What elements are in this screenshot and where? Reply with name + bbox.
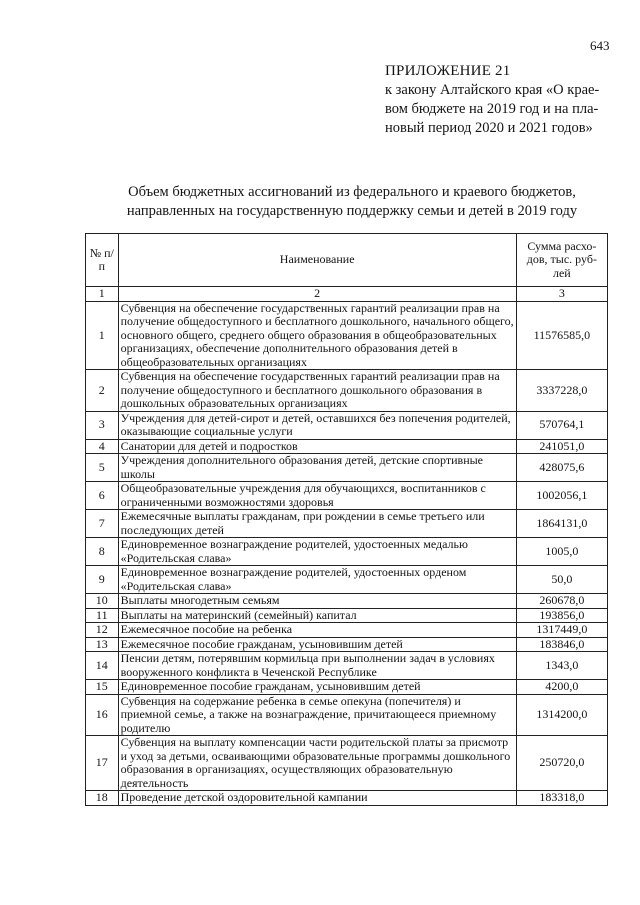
- header-num: № п/п: [86, 234, 119, 287]
- row-sum: 193856,0: [516, 608, 607, 623]
- row-sum: 1005,0: [516, 538, 607, 566]
- row-name: Общеобразовательные учреждения для обучающихся, воспитанников с ограниченными возможностями здоровья: [118, 482, 516, 510]
- row-number: 8: [86, 538, 119, 566]
- row-number: 13: [86, 637, 119, 652]
- page-number: 643: [590, 38, 610, 53]
- appendix-line: новый период 2020 и 2021 годов»: [385, 120, 593, 136]
- row-name: Субвенция на обеспечение государственных гарантий реализации прав на получение общедоступного и бесплатного дошкольного образования в дошкольных образовательных организациях: [118, 370, 516, 412]
- row-number: 14: [86, 652, 119, 680]
- row-number: 6: [86, 482, 119, 510]
- table-row: [86, 454, 608, 482]
- row-sum: 183318,0: [516, 791, 607, 806]
- row-name: Субвенция на содержание ребенка в семье опекуна (попечителя) и приемной семье, а также на вознаграждение, причитающееся приемному родителю: [118, 694, 516, 736]
- table-row: [86, 608, 608, 623]
- row-sum: 250720,0: [516, 736, 607, 791]
- table-row: [86, 439, 608, 454]
- header-sum: Сумма расхо-дов, тыс. руб-лей: [516, 234, 607, 287]
- row-name: Ежемесячное пособие на ребенка: [118, 623, 516, 638]
- row-sum: 570764,1: [516, 411, 607, 439]
- table-header-row: [86, 234, 608, 287]
- row-name: Учреждения дополнительного образования детей, детские спортивные школы: [118, 454, 516, 482]
- row-number: 10: [86, 594, 119, 609]
- row-sum: 241051,0: [516, 439, 607, 454]
- row-name: Проведение детской оздоровительной кампании: [118, 791, 516, 806]
- header-name: Наименование: [118, 234, 516, 287]
- appendix-block: [385, 62, 625, 138]
- appendix-line: вом бюджете на 2019 год и на пла-: [385, 101, 599, 117]
- row-sum: 183846,0: [516, 637, 607, 652]
- row-name: Субвенция на выплату компенсации части родительской платы за присмотр и уход за детьми, осваивающими образовательные программы дошкольного образования в организациях, осуществляющих образовательную деятельность: [118, 736, 516, 791]
- row-sum: 11576585,0: [516, 301, 607, 370]
- row-number: 2: [86, 370, 119, 412]
- row-number: 5: [86, 454, 119, 482]
- row-number: 17: [86, 736, 119, 791]
- row-name: Пенсии детям, потерявшим кормильца при выполнении задач в условиях вооруженного конфликта в Чеченской Республике: [118, 652, 516, 680]
- table-row: [86, 482, 608, 510]
- budget-table-body: [86, 234, 608, 806]
- row-sum: 50,0: [516, 566, 607, 594]
- table-row: [86, 623, 608, 638]
- row-number: 3: [86, 411, 119, 439]
- row-number: 4: [86, 439, 119, 454]
- table-row: [86, 637, 608, 652]
- row-sum: 4200,0: [516, 680, 607, 695]
- row-name: Единовременное пособие гражданам, усыновившим детей: [118, 680, 516, 695]
- appendix-heading: ПРИЛОЖЕНИЕ 21: [385, 63, 511, 79]
- row-sum: 428075,6: [516, 454, 607, 482]
- document-title: [92, 183, 612, 221]
- row-number: 16: [86, 694, 119, 736]
- row-name: Субвенция на обеспечение государственных гарантий реализации прав на получение общедоступного и бесплатного дошкольного, начального общего, основного общего, среднего общего образования в общеобразовательных организациях, обеспечение дополнительного образования детей в общеобразовательных организациях: [118, 301, 516, 370]
- table-row: [86, 301, 608, 370]
- row-name: Учреждения для детей-сирот и детей, оставшихся без попечения родителей, оказывающие социальные услуги: [118, 411, 516, 439]
- row-name: Выплаты на материнский (семейный) капитал: [118, 608, 516, 623]
- title-line: направленных на государственную поддержку семьи и детей в 2019 году: [126, 203, 578, 219]
- table-row: [86, 411, 608, 439]
- table-row: [86, 566, 608, 594]
- row-sum: 1002056,1: [516, 482, 607, 510]
- row-name: Единовременное вознаграждение родителей, удостоенных медалью «Родительская слава»: [118, 538, 516, 566]
- row-name: Единовременное вознаграждение родителей, удостоенных орденом «Родительская слава»: [118, 566, 516, 594]
- appendix-line: к закону Алтайского края «О крае-: [385, 82, 600, 98]
- row-number: 7: [86, 510, 119, 538]
- table-row: [86, 736, 608, 791]
- row-number: 18: [86, 791, 119, 806]
- budget-table: [85, 233, 608, 806]
- row-number: 11: [86, 608, 119, 623]
- row-sum: 1864131,0: [516, 510, 607, 538]
- row-sum: 1314200,0: [516, 694, 607, 736]
- row-number: 1: [86, 301, 119, 370]
- table-row: [86, 594, 608, 609]
- title-line: Объем бюджетных ассигнований из федерального и краевого бюджетов,: [128, 184, 576, 200]
- row-sum: 1343,0: [516, 652, 607, 680]
- table-row: [86, 694, 608, 736]
- table-row: [86, 538, 608, 566]
- column-number-row: [86, 287, 608, 302]
- table-row: [86, 370, 608, 412]
- table-row: [86, 652, 608, 680]
- row-name: Выплаты многодетным семьям: [118, 594, 516, 609]
- row-sum: 260678,0: [516, 594, 607, 609]
- table-row: [86, 791, 608, 806]
- row-number: 9: [86, 566, 119, 594]
- table-row: [86, 680, 608, 695]
- row-name: Ежемесячные выплаты гражданам, при рождении в семье третьего или последующих детей: [118, 510, 516, 538]
- row-number: 15: [86, 680, 119, 695]
- row-name: Санатории для детей и подростков: [118, 439, 516, 454]
- row-name: Ежемесячное пособие гражданам, усыновившим детей: [118, 637, 516, 652]
- table-row: [86, 510, 608, 538]
- column-number: 2: [118, 287, 516, 302]
- column-number: 3: [516, 287, 607, 302]
- row-sum: 3337228,0: [516, 370, 607, 412]
- row-number: 12: [86, 623, 119, 638]
- column-number: 1: [86, 287, 119, 302]
- row-sum: 1317449,0: [516, 623, 607, 638]
